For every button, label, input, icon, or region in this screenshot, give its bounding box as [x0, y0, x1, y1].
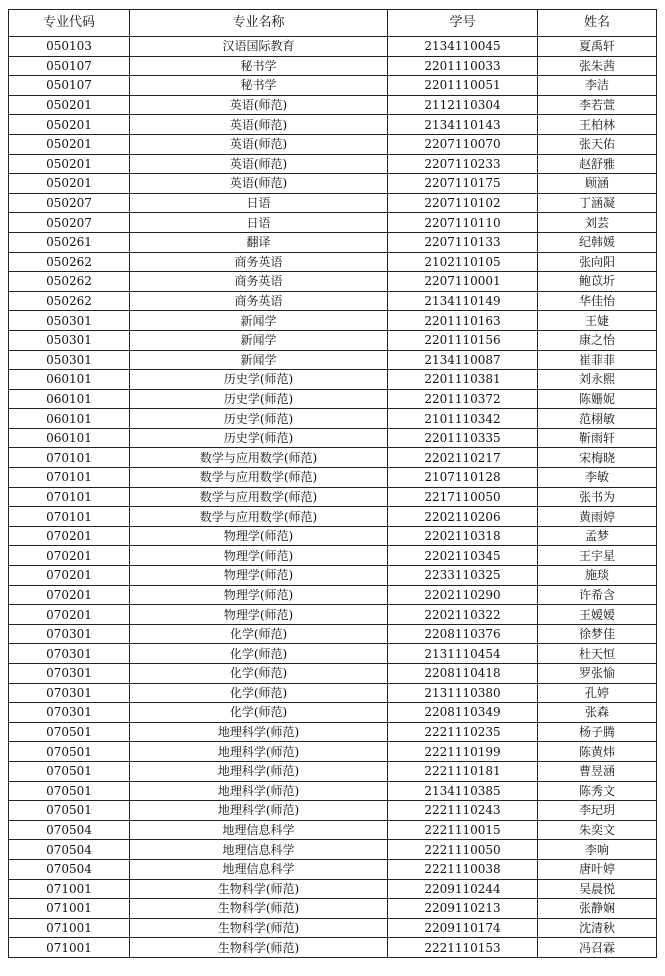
cell-student-name: 张书为 [538, 487, 657, 507]
cell-student-id: 2221110235 [388, 722, 538, 742]
table-row [9, 174, 657, 194]
cell-major-name: 地理信息科学 [130, 820, 388, 840]
cell-student-id: 2201110335 [388, 428, 538, 448]
cell-major-name: 商务英语 [130, 291, 388, 311]
table-row [9, 566, 657, 586]
table-row [9, 37, 657, 57]
cell-major-name: 汉语国际教育 [130, 37, 388, 57]
cell-student-id: 2131110454 [388, 644, 538, 664]
cell-student-name: 王婕 [538, 311, 657, 331]
cell-major-name: 数学与应用数学(师范) [130, 507, 388, 527]
cell-major-code: 070501 [9, 722, 130, 742]
table-row [9, 95, 657, 115]
cell-student-name: 李响 [538, 840, 657, 860]
table-row [9, 370, 657, 390]
cell-student-name: 夏禹轩 [538, 37, 657, 57]
cell-major-name: 物理学(师范) [130, 605, 388, 625]
cell-student-id: 2131110380 [388, 683, 538, 703]
cell-student-id: 2107110128 [388, 468, 538, 488]
cell-student-name: 徐梦佳 [538, 624, 657, 644]
cell-student-name: 孔婷 [538, 683, 657, 703]
cell-major-name: 地理信息科学 [130, 840, 388, 860]
cell-student-name: 杨子腾 [538, 722, 657, 742]
cell-major-code: 070301 [9, 703, 130, 723]
cell-major-name: 秘书学 [130, 56, 388, 76]
cell-major-code: 050201 [9, 154, 130, 174]
cell-major-code: 050262 [9, 272, 130, 292]
header-student-id: 学号 [388, 10, 538, 37]
cell-major-code: 070101 [9, 487, 130, 507]
cell-major-name: 地理科学(师范) [130, 761, 388, 781]
table-row [9, 76, 657, 96]
cell-major-code: 071001 [9, 918, 130, 938]
cell-major-code: 060101 [9, 409, 130, 429]
cell-major-name: 生物科学(师范) [130, 918, 388, 938]
cell-student-name: 许希含 [538, 585, 657, 605]
cell-major-code: 070501 [9, 781, 130, 801]
student-table [8, 9, 657, 958]
table-row [9, 585, 657, 605]
cell-major-name: 地理科学(师范) [130, 722, 388, 742]
cell-major-name: 英语(师范) [130, 174, 388, 194]
cell-student-name: 赵舒雅 [538, 154, 657, 174]
cell-major-name: 化学(师范) [130, 624, 388, 644]
table-row [9, 389, 657, 409]
cell-major-code: 050301 [9, 350, 130, 370]
cell-student-id: 2134110143 [388, 115, 538, 135]
cell-student-name: 宋梅晓 [538, 448, 657, 468]
cell-major-name: 日语 [130, 193, 388, 213]
table-row [9, 134, 657, 154]
cell-major-code: 050261 [9, 232, 130, 252]
table-row [9, 526, 657, 546]
cell-major-name: 生物科学(师范) [130, 938, 388, 958]
table-row [9, 272, 657, 292]
cell-major-name: 地理信息科学 [130, 859, 388, 879]
cell-major-code: 070504 [9, 820, 130, 840]
cell-major-name: 化学(师范) [130, 683, 388, 703]
table-row [9, 154, 657, 174]
cell-major-name: 物理学(师范) [130, 526, 388, 546]
cell-student-name: 张朱茜 [538, 56, 657, 76]
cell-student-id: 2202110318 [388, 526, 538, 546]
cell-student-name: 李敏 [538, 468, 657, 488]
cell-student-name: 吴晨悦 [538, 879, 657, 899]
cell-major-name: 物理学(师范) [130, 546, 388, 566]
cell-student-id: 2221110243 [388, 801, 538, 821]
cell-student-name: 张静娴 [538, 899, 657, 919]
cell-student-id: 2207110233 [388, 154, 538, 174]
cell-major-name: 数学与应用数学(师范) [130, 487, 388, 507]
cell-student-name: 李洁 [538, 76, 657, 96]
table-row [9, 507, 657, 527]
cell-student-name: 罗张愉 [538, 664, 657, 684]
cell-major-code: 050262 [9, 291, 130, 311]
table-row [9, 56, 657, 76]
cell-student-name: 李玘玥 [538, 801, 657, 821]
cell-major-name: 生物科学(师范) [130, 899, 388, 919]
cell-major-name: 物理学(师范) [130, 566, 388, 586]
cell-student-name: 陈黄炜 [538, 742, 657, 762]
cell-student-id: 2207110175 [388, 174, 538, 194]
cell-major-code: 070301 [9, 683, 130, 703]
cell-major-name: 新闻学 [130, 330, 388, 350]
cell-major-code: 050201 [9, 134, 130, 154]
table-row [9, 879, 657, 899]
cell-major-name: 数学与应用数学(师范) [130, 468, 388, 488]
table-body [9, 37, 657, 958]
cell-major-name: 商务英语 [130, 252, 388, 272]
cell-student-name: 张森 [538, 703, 657, 723]
cell-student-name: 范栩敏 [538, 409, 657, 429]
cell-major-code: 050201 [9, 174, 130, 194]
table-row [9, 918, 657, 938]
cell-student-id: 2207110001 [388, 272, 538, 292]
cell-student-id: 2101110342 [388, 409, 538, 429]
cell-major-code: 050201 [9, 115, 130, 135]
cell-student-id: 2202110217 [388, 448, 538, 468]
cell-major-name: 历史学(师范) [130, 409, 388, 429]
cell-major-name: 化学(师范) [130, 703, 388, 723]
table-row [9, 605, 657, 625]
cell-major-name: 生物科学(师范) [130, 879, 388, 899]
table-row [9, 683, 657, 703]
table-row [9, 644, 657, 664]
cell-student-name: 鲍苡圻 [538, 272, 657, 292]
cell-major-code: 070201 [9, 566, 130, 586]
cell-student-id: 2221110181 [388, 761, 538, 781]
table-row [9, 350, 657, 370]
table-row [9, 801, 657, 821]
cell-student-name: 唐叶婷 [538, 859, 657, 879]
table-row [9, 291, 657, 311]
cell-major-code: 070201 [9, 526, 130, 546]
cell-major-name: 数学与应用数学(师范) [130, 448, 388, 468]
cell-major-code: 070101 [9, 468, 130, 488]
student-list-page [8, 9, 657, 958]
table-row [9, 664, 657, 684]
table-row [9, 115, 657, 135]
cell-student-id: 2207110070 [388, 134, 538, 154]
cell-student-name: 冯召霖 [538, 938, 657, 958]
cell-student-id: 2221110199 [388, 742, 538, 762]
cell-major-name: 化学(师范) [130, 644, 388, 664]
cell-major-code: 060101 [9, 370, 130, 390]
header-major-code: 专业代码 [9, 10, 130, 37]
cell-student-id: 2233110325 [388, 566, 538, 586]
cell-major-name: 英语(师范) [130, 154, 388, 174]
table-row [9, 938, 657, 958]
table-row [9, 232, 657, 252]
cell-major-name: 秘书学 [130, 76, 388, 96]
cell-student-id: 2201110163 [388, 311, 538, 331]
table-row [9, 546, 657, 566]
cell-student-name: 孟梦 [538, 526, 657, 546]
cell-student-name: 李若萱 [538, 95, 657, 115]
cell-major-code: 050103 [9, 37, 130, 57]
cell-student-id: 2208110418 [388, 664, 538, 684]
cell-student-id: 2209110244 [388, 879, 538, 899]
table-row [9, 468, 657, 488]
cell-major-code: 070501 [9, 742, 130, 762]
cell-major-name: 新闻学 [130, 350, 388, 370]
cell-student-id: 2209110213 [388, 899, 538, 919]
cell-major-name: 物理学(师范) [130, 585, 388, 605]
cell-student-id: 2207110102 [388, 193, 538, 213]
cell-major-name: 新闻学 [130, 311, 388, 331]
cell-student-name: 施琰 [538, 566, 657, 586]
table-row [9, 624, 657, 644]
cell-major-code: 070201 [9, 585, 130, 605]
table-header-row [9, 10, 657, 37]
cell-major-name: 地理科学(师范) [130, 801, 388, 821]
cell-student-name: 丁涵凝 [538, 193, 657, 213]
cell-student-name: 黄雨婷 [538, 507, 657, 527]
cell-major-code: 070301 [9, 644, 130, 664]
cell-major-name: 英语(师范) [130, 95, 388, 115]
cell-major-code: 071001 [9, 899, 130, 919]
cell-student-name: 王柏林 [538, 115, 657, 135]
cell-student-id: 2221110153 [388, 938, 538, 958]
cell-student-id: 2221110015 [388, 820, 538, 840]
cell-major-code: 070501 [9, 761, 130, 781]
cell-student-id: 2202110345 [388, 546, 538, 566]
cell-major-name: 历史学(师范) [130, 370, 388, 390]
cell-student-id: 2202110322 [388, 605, 538, 625]
cell-student-id: 2217110050 [388, 487, 538, 507]
cell-major-code: 070201 [9, 546, 130, 566]
table-row [9, 428, 657, 448]
cell-major-code: 050201 [9, 95, 130, 115]
cell-student-id: 2209110174 [388, 918, 538, 938]
cell-major-name: 英语(师范) [130, 115, 388, 135]
cell-major-name: 历史学(师范) [130, 389, 388, 409]
table-row [9, 820, 657, 840]
cell-major-code: 050262 [9, 252, 130, 272]
cell-major-code: 070101 [9, 448, 130, 468]
cell-major-code: 071001 [9, 879, 130, 899]
table-row [9, 409, 657, 429]
cell-student-id: 2207110110 [388, 213, 538, 233]
cell-student-name: 崔菲菲 [538, 350, 657, 370]
cell-student-name: 张向阳 [538, 252, 657, 272]
cell-student-id: 2221110050 [388, 840, 538, 860]
cell-student-name: 沈清秋 [538, 918, 657, 938]
header-major-name: 专业名称 [130, 10, 388, 37]
table-row [9, 311, 657, 331]
cell-major-code: 050207 [9, 193, 130, 213]
cell-student-name: 陈秀文 [538, 781, 657, 801]
cell-student-name: 朱奕文 [538, 820, 657, 840]
cell-major-name: 化学(师范) [130, 664, 388, 684]
cell-student-id: 2134110149 [388, 291, 538, 311]
cell-major-name: 日语 [130, 213, 388, 233]
cell-student-name: 杜天恒 [538, 644, 657, 664]
cell-major-code: 070504 [9, 840, 130, 860]
cell-student-id: 2201110156 [388, 330, 538, 350]
cell-student-name: 纪韩媛 [538, 232, 657, 252]
cell-student-name: 刘芸 [538, 213, 657, 233]
table-row [9, 193, 657, 213]
table-row [9, 448, 657, 468]
cell-major-code: 050207 [9, 213, 130, 233]
cell-major-code: 070501 [9, 801, 130, 821]
cell-student-id: 2207110133 [388, 232, 538, 252]
cell-major-code: 050301 [9, 330, 130, 350]
cell-student-id: 2208110349 [388, 703, 538, 723]
cell-major-code: 071001 [9, 938, 130, 958]
cell-student-name: 刘永熙 [538, 370, 657, 390]
cell-student-name: 华佳怡 [538, 291, 657, 311]
table-row [9, 781, 657, 801]
cell-student-id: 2201110051 [388, 76, 538, 96]
cell-student-name: 曹昱涵 [538, 761, 657, 781]
cell-student-id: 2102110105 [388, 252, 538, 272]
cell-student-name: 王嫒嫒 [538, 605, 657, 625]
cell-student-id: 2221110038 [388, 859, 538, 879]
cell-major-name: 翻译 [130, 232, 388, 252]
cell-student-name: 靳雨轩 [538, 428, 657, 448]
cell-major-code: 050107 [9, 56, 130, 76]
cell-major-code: 070201 [9, 605, 130, 625]
cell-major-code: 060101 [9, 428, 130, 448]
cell-student-id: 2202110206 [388, 507, 538, 527]
table-row [9, 722, 657, 742]
cell-major-code: 060101 [9, 389, 130, 409]
cell-major-code: 050107 [9, 76, 130, 96]
cell-student-name: 康之怡 [538, 330, 657, 350]
cell-student-id: 2201110381 [388, 370, 538, 390]
table-row [9, 859, 657, 879]
cell-student-name: 张天佑 [538, 134, 657, 154]
cell-student-id: 2134110045 [388, 37, 538, 57]
table-row [9, 840, 657, 860]
cell-major-code: 050301 [9, 311, 130, 331]
header-student-name: 姓名 [538, 10, 657, 37]
cell-student-id: 2201110033 [388, 56, 538, 76]
cell-student-id: 2208110376 [388, 624, 538, 644]
cell-major-name: 商务英语 [130, 272, 388, 292]
cell-student-name: 陈姗妮 [538, 389, 657, 409]
cell-major-code: 070101 [9, 507, 130, 527]
cell-major-name: 历史学(师范) [130, 428, 388, 448]
table-row [9, 703, 657, 723]
cell-major-code: 070301 [9, 664, 130, 684]
cell-student-name: 顾涵 [538, 174, 657, 194]
cell-major-name: 英语(师范) [130, 134, 388, 154]
table-row [9, 899, 657, 919]
cell-major-name: 地理科学(师范) [130, 781, 388, 801]
cell-student-id: 2201110372 [388, 389, 538, 409]
table-row [9, 742, 657, 762]
cell-student-name: 王宇星 [538, 546, 657, 566]
cell-student-id: 2112110304 [388, 95, 538, 115]
cell-student-id: 2202110290 [388, 585, 538, 605]
cell-student-id: 2134110385 [388, 781, 538, 801]
table-row [9, 761, 657, 781]
cell-major-code: 070301 [9, 624, 130, 644]
cell-major-name: 地理科学(师范) [130, 742, 388, 762]
cell-student-id: 2134110087 [388, 350, 538, 370]
cell-major-code: 070504 [9, 859, 130, 879]
table-row [9, 487, 657, 507]
table-row [9, 213, 657, 233]
table-row [9, 330, 657, 350]
table-row [9, 252, 657, 272]
